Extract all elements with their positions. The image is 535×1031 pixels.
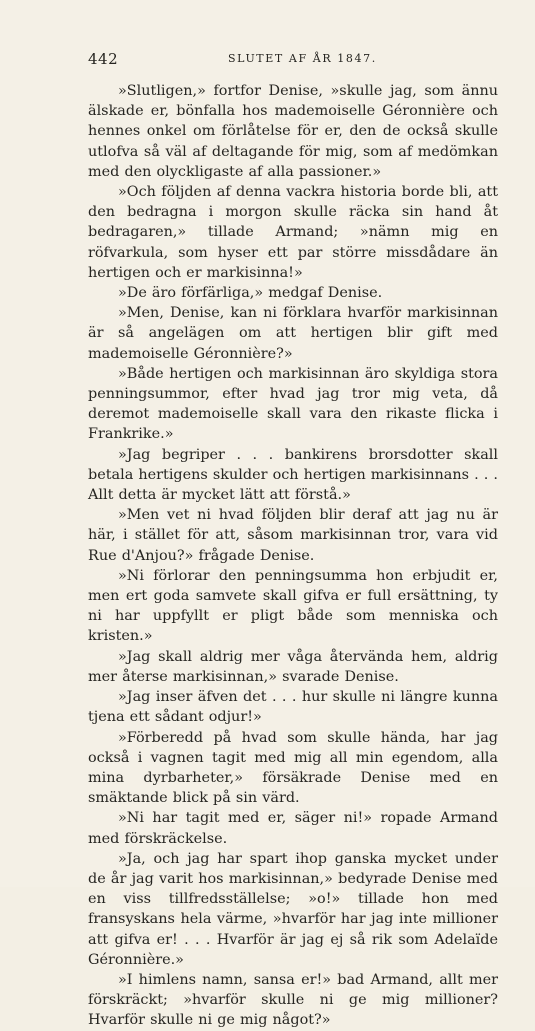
paragraph: »Ja, och jag har spart ihop ganska mycket under de år jag varit hos markisinnan,» bedyrade Denise med en viss tillfredsställelse; »o!» tillade hon med fransyskans hela värme, »hvarför har jag inte millioner att gifva er! . . . Hvarför är jag ej så rik som Adelaïde Géronnière.» [88, 850, 498, 968]
paragraph: »Både hertigen och markisinnan äro skyldiga stora penningsummor, efter hvad jag tror mig veta, då deremot mademoiselle skall vara den rikaste flicka i Frankrike.» [88, 365, 498, 443]
paragraph: »Jag inser äfven det . . . hur skulle ni längre kunna tjena ett sådant odjur!» [88, 689, 498, 726]
paragraph: »Ni förlorar den penningsumma hon erbjudit er, men ert goda samvete skall gifva er full ersättning, ty ni har uppfyllt er pligt både som menniska och kristen.» [88, 567, 498, 645]
body-text [88, 81, 498, 1031]
paragraph: »Jag begriper . . . bankirens brorsdotter skall betala hertigens skulder och hertigen markisinnans . . . Allt detta är mycket lätt att förstå.» [88, 446, 498, 504]
paragraph: »Ni har tagit med er, säger ni!» ropade Armand med förskräckelse. [88, 810, 498, 847]
paragraph: »De äro förfärliga,» medgaf Denise. [118, 285, 383, 302]
paragraph: »Men, Denise, kan ni förklara hvarför markisinnan är så angelägen om att hertigen blir gift med mademoiselle Géronnière?» [88, 305, 498, 362]
page-number: 442 [88, 50, 119, 68]
running-title: SLUTET AF ÅR 1847. [228, 52, 377, 65]
page-header [88, 50, 498, 70]
paragraph: »Jag skall aldrig mer våga återvända hem, aldrig mer återse markisinnan,» svarade Denise. [88, 648, 498, 685]
paragraph: »Men vet ni hvad följden blir deraf att jag nu är här, i stället för att, såsom markisinnan tror, vara vid Rue d'Anjou?» frågade Denise. [88, 507, 498, 564]
paragraph: »I himlens namn, sansa er!» bad Armand, allt mer förskräckt; »hvarför skulle ni ge mig millioner? Hvarför skulle ni ge mig något?» [88, 971, 498, 1029]
paragraph: »Förberedd på hvad som skulle hända, har jag också i vagnen tagit med mig all min egendom, alla mina dyrbarheter,» försäkrade Denise med en smäktande blick på sin värd. [88, 729, 498, 807]
paragraph: »Slutligen,» fortfor Denise, »skulle jag, som ännu älskade er, bönfalla hos mademoiselle Géronnière och hennes onkel om förlåtelse för er, den de också skulle utlofva så väl af deltagande för mig, som af medömkan med den olyckligaste af alla passioner.» [88, 83, 498, 180]
paragraph: »Och följden af denna vackra historia borde bli, att den bedragna i morgon skulle räcka sin hand åt bedragaren,» tillade Armand; »nämn mig en röfvarkula, som hyser ett par större missdådare än hertigen och er markisinna!» [88, 184, 498, 281]
